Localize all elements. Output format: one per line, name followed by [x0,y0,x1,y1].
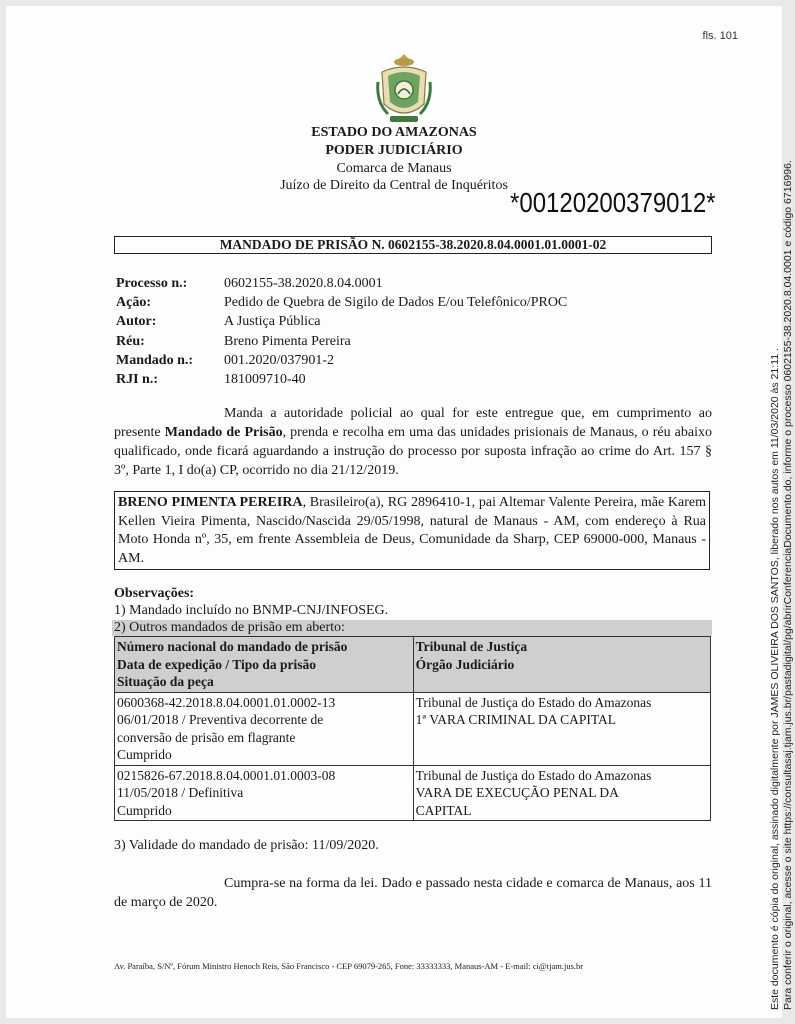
table-row [115,765,711,821]
table-cell [413,765,710,821]
table-row [115,692,711,765]
other-warrants-table [114,636,711,821]
field-row [116,370,716,389]
cell-text: 1ª VARA CRIMINAL DA CAPITAL [415,712,617,727]
observation-1: 1) Mandado incluído no BNMP-CNJ/INFOSEG. [114,603,389,618]
document-page [6,6,794,1018]
field-row [116,293,716,312]
verification-note-line: Para conferir o original, acesse o site https://consultasaj.tjam.jus.br/pastadigital/pg/abrirConferenciaDocumento.do, informe o processo 0602155-38.2020.8.04.0001 e código 6716996. [782,160,794,1010]
table-cell [115,765,414,821]
header-cell [413,637,710,693]
header-text: Tribunal de Justiça [415,639,528,654]
header-text: Órgão Judiciário [415,656,515,672]
field-label: Réu: [116,333,145,349]
cell-text: 0600368-42.2018.8.04.0001.01.0002-13 [117,694,336,710]
warrant-title: MANDADO DE PRISÃO N. 0602155-38.2020.8.04.0001.01.0001-02 [114,236,712,254]
cell-text: 0215826-67.2018.8.04.0001.01.0003-08 [117,767,336,783]
cell-text: Tribunal de Justiça do Estado do Amazonas [415,767,652,783]
table-cell [413,692,710,765]
defendant-name: BRENO PIMENTA PEREIRA [118,495,303,510]
cell-text: Tribunal de Justiça do Estado do Amazonas [415,694,652,710]
header-text: Número nacional do mandado de prisão [117,639,348,654]
observations-title: Observações: [114,586,195,601]
table-header-row [115,637,711,693]
header-district: Comarca de Manaus [336,161,452,176]
field-label: Mandado n.: [116,352,194,368]
barcode-number: *00120200379012* [510,188,716,220]
page-number: fls. 101 [702,30,738,42]
defendant-details: , Brasileiro(a), RG 2896410-1, pai Altemar Valente Pereira, mãe Karem Kellen Vieira Pimenta, Nascido/Nascida 29/05/1998, natural de Manaus - AM, com endereço à Rua Moto Honda nº, 35, em frente Assembleia de Deus, Comunidade da Sharp, CEP 69000-000, Manaus - AM. [118,495,706,566]
header-text: Data de expedição / Tipo da prisão [117,656,317,672]
header-cell [115,637,414,693]
field-row [116,274,716,293]
field-label: Ação: [116,295,151,311]
cell-text: Cumprido [117,747,172,762]
field-row [116,312,716,331]
field-value: 181009710-40 [224,371,306,387]
header-court: Juízo de Direito da Central de Inquéritos [280,178,508,193]
signature-note-line: Este documento é cópia do original, assinado digitalmente por JAMES OLIVEIRA DOS SANTOS, liberado nos autos em 11/03/2020 às 21:11 . [769,348,781,1010]
court-header [6,124,782,194]
table-cell [115,692,414,765]
field-value: A Justiça Pública [224,314,321,330]
header-judiciary: PODER JUDICIÁRIO [325,143,463,158]
header-text: Situação da peça [117,674,214,689]
cell-text: VARA DE EXECUÇÃO PENAL DA [415,785,619,800]
field-value: 001.2020/037901-2 [224,352,335,368]
cell-text: CAPITAL [415,802,472,818]
field-label: Processo n.: [116,276,188,291]
cell-text: 11/05/2018 / Definitiva [117,785,244,800]
court-address-footer: Av. Paraíba, S/Nº, Fórum Ministro Henoch Reis, São Francisco - CEP 69079-265, Fone: 33333333, Manaus-AM - E-mail: ci@tjam.jus.br [114,961,584,971]
field-value: Pedido de Quebra de Sigilo de Dados E/ou Telefônico/PROC [224,295,568,311]
digital-signature-note [769,50,795,1010]
observation-3: 3) Validade do mandado de prisão: 11/09/2020. [114,838,379,853]
cell-text: 06/01/2018 / Preventiva decorrente de [117,712,324,727]
field-row [116,351,716,370]
field-row [116,332,716,351]
field-value: 0602155-38.2020.8.04.0001 [224,276,383,291]
field-value: Breno Pimenta Pereira [224,333,351,349]
field-label: RJI n.: [116,371,159,387]
order-paragraph [114,404,712,480]
coat-of-arms-seal-icon [374,52,434,128]
cell-text: conversão de prisão em flagrante [117,729,296,745]
closing-paragraph: Cumpra-se na forma da lei. Dado e passado nesta cidade e comarca de Manaus, aos 11 de março de 2020. [114,876,712,910]
header-state: ESTADO DO AMAZONAS [311,125,477,140]
order-text-bold: Mandado de Prisão [164,425,283,440]
order-text-1: Manda a autoridade policial ao qual for este entregue que, em cumprimento ao presente [114,406,712,440]
observation-2: 2) Outros mandados de prisão em aberto: [112,620,712,636]
field-label: Autor: [116,314,157,330]
cell-text: Cumprido [117,802,172,818]
case-fields [116,274,716,389]
defendant-box [114,491,710,570]
order-text-2: , prenda e recolha em uma das unidades prisionais de Manaus, o réu abaixo qualificado, onde ficará aguardando a instrução do processo por suposta infração ao crime do Art. 157 § 3º, Parte 1, I do(a) CP, ocorrido no dia 21/12/2019. [114,425,712,478]
